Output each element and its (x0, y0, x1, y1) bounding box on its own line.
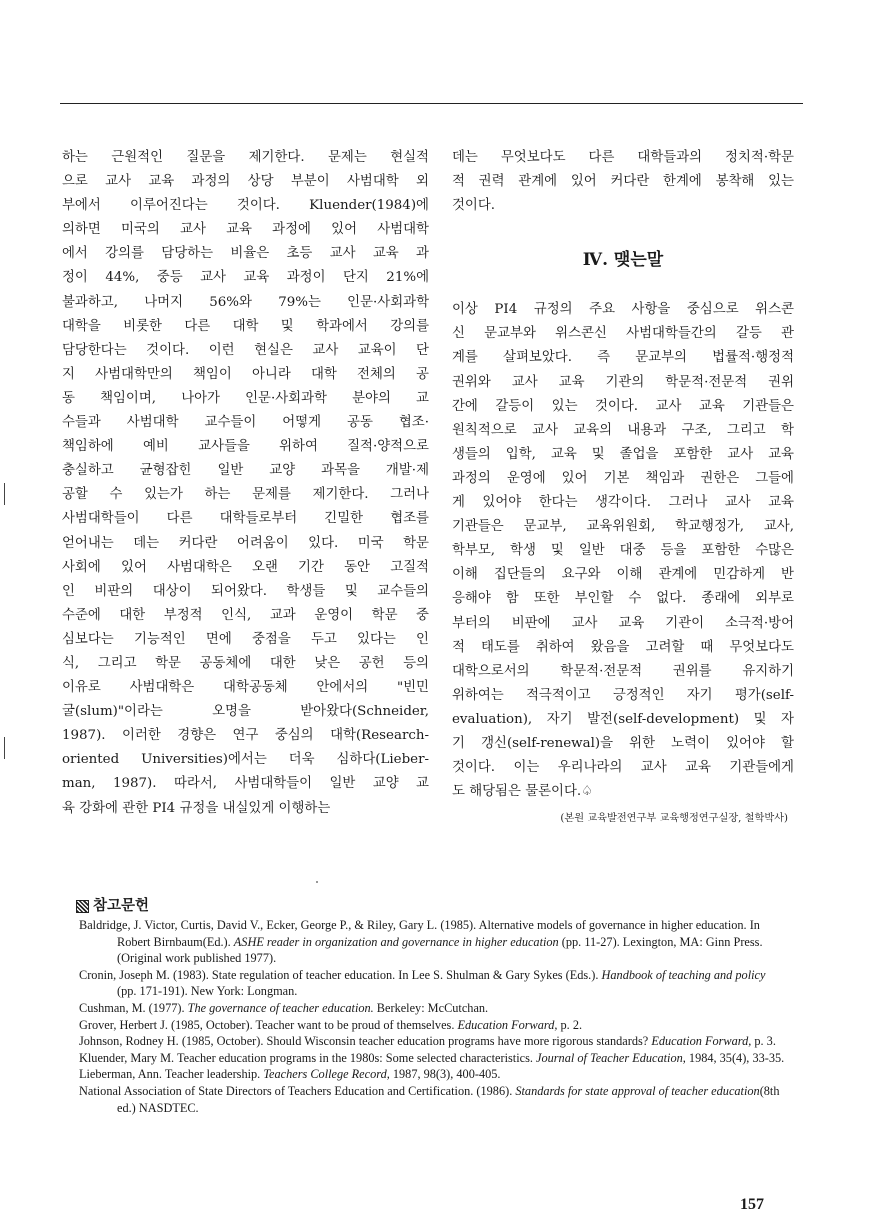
text-line: 수들과 사범대학 교수들이 어떻게 공동 협조· (62, 415, 429, 431)
text-line: 인 비판의 대상이 되어왔다. 학생들 및 교수들의 (62, 583, 429, 599)
reference-text: 1984, 35(4), 33-35. (685, 1050, 785, 1065)
reference-text: (8th ed.) NASDTEC. (117, 1083, 780, 1115)
reference-source-title: Teachers College Record, (263, 1067, 390, 1082)
reference-entry (79, 1066, 785, 1083)
text-line: 권위와 교사 교육 기관의 학문적·전문적 권위 (452, 374, 794, 390)
text-line: 이상 PI4 규정의 주요 사항을 중심으로 위스콘 (452, 302, 794, 318)
margin-mark (4, 483, 5, 505)
text-line: 동 책임이며, 나아가 인문·사회과학 분야의 교 (62, 390, 429, 406)
text-line: 게 있어야 한다는 생각이다. 그러나 교사 교육 (452, 495, 794, 511)
text-line: 신 문교부와 위스콘신 사범대학들간의 갈등 관 (452, 326, 794, 342)
reference-text: p. 2. (557, 1017, 583, 1032)
page-number: 157 (740, 1196, 764, 1213)
text-line: man, 1987). 따라서, 사범대학들이 일반 교양 교 (62, 776, 429, 792)
author-affiliation: (본원 교육발전연구부 교육행정연구실장, 철학박사) (560, 813, 788, 825)
reference-entry (79, 1017, 785, 1034)
reference-source-title: The governance of teacher education. (187, 1000, 374, 1015)
text-line: 의하면 미국의 교사 교육 과정에 있어 사범대학 (62, 222, 429, 238)
reference-text: Grover, Herbert J. (1985, October). Teacher want to be proud of themselves. (79, 1017, 458, 1032)
right-column-continuation (452, 146, 794, 218)
text-line: 식, 그리고 학문 공동체에 대한 낮은 공헌 등의 (62, 655, 429, 671)
text-line: 이유로 사범대학은 대학공동체 안에서의 "빈민 (62, 680, 429, 696)
text-line: 담당한다는 것이다. 이런 현실은 교사 교육이 단 (62, 342, 429, 358)
reference-text: 1987, 98(3), 400-405. (389, 1067, 501, 1082)
reference-entry (79, 1033, 785, 1050)
reference-source-title: Education Forward, (651, 1034, 752, 1049)
text-line: 학부모, 학생 및 일반 대중 등을 포함한 수많은 (452, 543, 794, 559)
text-line: 공할 수 있는가 하는 문제를 제기한다. 그러나 (62, 487, 429, 503)
reference-text: Lieberman, Ann. Teacher leadership. (79, 1067, 264, 1082)
text-line: 굴(slum)"이라는 오명을 받아왔다(Schneider, (62, 704, 429, 720)
text-line: evaluation), 자기 발전(self-development) 및 자 (452, 711, 794, 727)
reference-text: p. 3. (751, 1034, 776, 1049)
text-line: 불과하고, 나머지 56%와 79%는 인문·사회과학 (62, 294, 429, 310)
text-line: 정이 44%, 중등 교사 교육 과정이 단지 21%에 (62, 270, 429, 286)
text-line: 지 사범대학만의 책임이 아니라 대학 전체의 공 (62, 366, 429, 382)
text-line: 것이다. (452, 198, 496, 214)
text-line: 사범대학들이 다른 대학들로부터 긴밀한 협조를 (62, 511, 429, 527)
text-line: 충실하고 균형잡힌 일반 교양 과목을 개발·제 (62, 463, 429, 479)
text-line: 데는 무엇보다도 다른 대학들과의 정치적·학문 (452, 150, 794, 165)
text-line: 위하여는 적극적이고 긍정적인 자기 평가(self- (452, 687, 794, 703)
text-line: 적 권력 관계에 있어 커다란 한계에 봉착해 있는 (452, 174, 794, 190)
text-line: 부터의 비판에 교사 교육 기관이 소극적·방어 (452, 615, 794, 631)
text-line: 이해 집단들의 요구와 이해 관계에 민감하게 반 (452, 567, 794, 583)
references-heading (79, 896, 785, 916)
reference-source-title: ASHE reader in organization and governance in higher education (233, 934, 559, 949)
text-line: 대학으로서의 학문적·전문적 권위를 유지하기 (452, 663, 794, 679)
text-line: 에서 강의를 담당하는 비율은 초등 교사 교육 과 (62, 246, 429, 262)
separator-dot (316, 881, 318, 883)
reference-entry (79, 1050, 785, 1067)
reference-text: Johnson, Rodney H. (1985, October). Should Wisconsin teacher education programs have more rigorous standards? (79, 1034, 652, 1049)
reference-text: Kluender, Mary M. Teacher education programs in the 1980s: Some selected characteristics. (79, 1050, 537, 1065)
right-column (452, 146, 794, 832)
header-rule (60, 103, 803, 104)
reference-text: National Association of State Directors of Teachers Education and Certification. (1986). (79, 1083, 516, 1098)
text-line: 도 해당됨은 물론이다.♤ (452, 784, 594, 800)
section-heading: Ⅳ. 맺는말 (582, 250, 664, 271)
text-line: 과정의 운영에 있어 기본 책임과 권한은 그들에 (452, 470, 794, 486)
reference-text: Cushman, M. (1977). (79, 1000, 188, 1015)
reference-text: Cronin, Joseph M. (1983). State regulation of teacher education. In Lee S. Shulman & Gary Sykes (Eds.). (79, 967, 602, 982)
text-line: 으로 교사 교육 과정의 상당 부분이 사범대학 외 (62, 174, 429, 190)
text-line: 육 강화에 관한 PI4 규정을 내실있게 이행하는 (62, 800, 331, 816)
text-line: 계를 살펴보았다. 즉 문교부의 법률적·행정적 (452, 350, 794, 366)
reference-text: Baldridge, J. Victor, Curtis, David V., Ecker, George P., & Riley, Gary L. (1985). Alternative models of governance in higher education. In Robert Birnbaum(Ed.). (79, 918, 760, 949)
text-line: 얻어내는 데는 커다란 어려움이 있다. 미국 학문 (62, 535, 429, 551)
text-line: 원칙적으로 교사 교육의 내용과 구조, 그리고 학 (452, 422, 794, 438)
text-line: 것이다. 이는 우리나라의 교사 교육 기관들에게 (452, 760, 794, 776)
text-line: 응해야 함 또한 부인할 수 없다. 종래에 외부로 (452, 591, 794, 607)
reference-source-title: Education Forward, (457, 1017, 558, 1032)
text-line: 사회에 있어 사범대학은 오랜 기간 동안 고질적 (62, 559, 429, 575)
reference-list (79, 917, 785, 1116)
references-section (79, 896, 785, 1116)
text-line: 적 태도를 취하여 왔음을 고려할 때 무엇보다도 (452, 639, 794, 655)
conclusion-body (452, 298, 794, 804)
text-line: 생들의 입학, 교육 및 졸업을 포함한 교사 교육 (452, 446, 794, 462)
text-line: 간에 갈등이 있는 것이다. 교사 교육 기관들은 (452, 398, 794, 414)
margin-mark (4, 737, 5, 759)
reference-text: (pp. 11-27). Lexington, MA: Ginn Press. (Original work published 1977). (117, 934, 763, 966)
text-line: 기관들은 문교부, 교육위원회, 학교행정가, 교사, (452, 519, 794, 535)
reference-entry (79, 967, 785, 1000)
left-column (62, 146, 429, 821)
reference-source-title: Handbook of teaching and policy (601, 967, 766, 982)
text-line: 대학을 비롯한 다른 대학 및 학과에서 강의를 (62, 318, 429, 334)
reference-text: (pp. 171-191). New York: Longman. (117, 984, 298, 999)
reference-text: Berkeley: McCutchan. (373, 1000, 489, 1015)
references-title: 참고문헌 (93, 897, 150, 914)
reference-entry (79, 917, 785, 967)
reference-source-title: Standards for state approval of teacher education (515, 1083, 760, 1098)
text-line: 수준에 대한 부정적 인식, 교과 운영이 학문 중 (62, 607, 429, 623)
text-line: 1987). 이러한 경향은 연구 중심의 대학(Research- (62, 728, 429, 744)
text-line: oriented Universities)에서는 더욱 심하다(Lieber- (62, 752, 429, 768)
text-line: 하는 근원적인 질문을 제기한다. 문제는 현실적 (62, 150, 429, 165)
reference-entry (79, 1000, 785, 1017)
reference-entry (79, 1083, 785, 1116)
text-line: 심보다는 기능적인 면에 중점을 두고 있다는 인 (62, 631, 429, 647)
reference-source-title: Journal of Teacher Education, (536, 1050, 686, 1065)
hatched-square-icon (76, 900, 89, 913)
text-line: 기 갱신(self-renewal)을 위한 노력이 있어야 할 (452, 735, 794, 751)
text-line: 책임하에 예비 교사들을 위하여 질적·양적으로 (62, 439, 429, 455)
text-line: 부에서 이루어진다는 것이다. Kluender(1984)에 (62, 198, 429, 214)
